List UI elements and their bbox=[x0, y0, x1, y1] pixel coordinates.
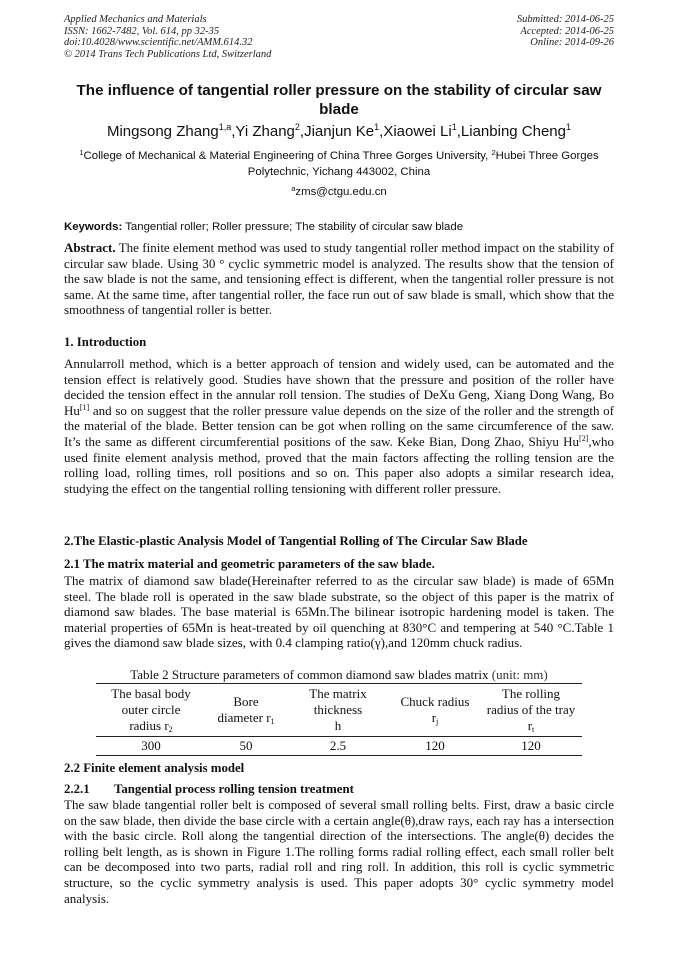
accepted-date: Accepted: 2014-06-25 bbox=[520, 25, 614, 37]
table-header-cell: Chuck radius $r_j$ bbox=[390, 684, 480, 737]
author-list bbox=[40, 122, 638, 142]
journal-copyright: © 2014 Trans Tech Publications Ltd, Switzerland bbox=[64, 48, 272, 60]
table-row bbox=[96, 737, 582, 756]
table-cell: 120 bbox=[480, 737, 582, 756]
section-heading-2: 2.The Elastic-plastic Analysis Model of Tangential Rolling of The Circular Saw Blade bbox=[64, 534, 528, 548]
journal-doi: doi:10.4028/www.scientific.net/AMM.614.32 bbox=[64, 37, 253, 49]
section-2-1-paragraph: The matrix of diamond saw blade(Hereinafter referred to as the circular saw blade) is made of 65Mn steel. The blade roll is operated in the saw blade substrate, so the object of this paper is the matrix of diamond saw blades. The base material is 65Mn.The bilinear isotropic hardening model is taken. The material properties of 65Mn is heat-treated by oil quenching at 830°C and tempering at 540 °C.Table 1 gives the diamond saw blade sizes, with 0.4 clamping ratio(γ),and 120mm chuck radius. bbox=[64, 573, 614, 651]
author: Lianbing Cheng$^1$ bbox=[460, 122, 572, 140]
journal-header bbox=[64, 14, 271, 60]
table-header-cell: The matrix thickness h bbox=[286, 684, 390, 737]
paper-title: The influence of tangential roller pressure on the stability of circular saw blade bbox=[76, 82, 602, 118]
table-cell: 300 bbox=[96, 737, 206, 756]
table-caption: Table 2 Structure parameters of common diamond saw blades matrix (unit: mm) bbox=[130, 667, 548, 682]
keywords-text: Tangential roller; Roller pressure; The stability of circular saw blade bbox=[125, 221, 464, 233]
table-header-cell: The basal body outer circle radius $r_2$ bbox=[96, 684, 206, 737]
table-cell: 120 bbox=[390, 737, 480, 756]
online-date: Online: 2014-09-26 bbox=[530, 37, 614, 49]
keywords bbox=[64, 220, 616, 235]
table-cell: 50 bbox=[206, 737, 286, 756]
table-cell: 2.5 bbox=[286, 737, 390, 756]
author-email[interactable]: $^a$zms@ctgu.edu.cn bbox=[291, 184, 387, 198]
abstract-text: The finite element method was used to study tangential roller method impact on the stability of circular saw blade. Using 30 ° cyclic symmetric model is analyzed. The results show that the tension of the saw blade is not the same, and tensioning effect is different, when the tangential roller pressure is not same. At the same time, after tangential roller, the face run out of saw blade is small, which show that the smoothness of tangential roller is better. bbox=[64, 240, 615, 318]
abstract bbox=[64, 240, 614, 318]
table-header-cell: Bore diameter $r_1$ bbox=[206, 684, 286, 737]
author: Yi Zhang$^2$, bbox=[235, 122, 305, 140]
abstract-label: Abstract. bbox=[64, 240, 116, 255]
parameters-table bbox=[96, 683, 582, 756]
subsection-heading-2-2: 2.2 Finite element analysis model bbox=[64, 761, 245, 775]
author: Jianjun Ke$^1$, bbox=[304, 122, 384, 140]
journal-issn: ISSN: 1662-7482, Vol. 614, pp 32-35 bbox=[64, 25, 220, 37]
subsection-heading-2-2-1: 2.2.1 Tangential process rolling tension treatment bbox=[64, 782, 354, 796]
table-header-row bbox=[96, 684, 582, 737]
author: Xiaowei Li$^1$, bbox=[383, 122, 461, 140]
section-2-2-1-paragraph: The saw blade tangential roller belt is composed of several small rolling belts. First, draw a basic circle on the saw blade, then divide the base circle with a certain angle(θ),draw rays, each ray has a intersection with the basic circle. Roll along the tangential direction of the intersections. The angle(θ) decides the rolling belt length, as is shown in Figure 1.The rolling forms radial rolling effect, each small roller belt can be decomposed into two parts, radial roll and ring roll. In addition, this roll is cyclic symmetric structure, so the cyclic symmetry analysis is used. This paper adopts 30° cyclic symmetry model analysis. bbox=[64, 797, 614, 906]
submitted-date: Submitted: 2014-06-25 bbox=[516, 14, 614, 25]
author: Mingsong Zhang$^{1,a}$, bbox=[106, 122, 236, 140]
journal-name: Applied Mechanics and Materials bbox=[64, 14, 207, 25]
citation-ref-1[interactable]: [1] bbox=[79, 402, 90, 412]
subsection-heading-2-1: 2.1 The matrix material and geometric parameters of the saw blade. bbox=[64, 557, 435, 571]
citation-ref-2[interactable]: [2] bbox=[579, 433, 589, 443]
keywords-label: Keywords: bbox=[64, 221, 123, 233]
introduction-paragraph: Annularroll method, which is a better approach of tension and widely used, can be automated and the tension effect is relatively good. Studies have shown that the pressure and position of the roller have decided the tension effect in the annular roll tension. The studies of DeXu Geng, Xiang Dong Wang, Bo Hu[1] and so on suggest that the roller pressure value depends on the size of the roller and the strength of the material of the blade. Better tension can be got when rolling on the same circumference of the saw. It’s the same as different circumferential positions of the saw. Keke Bian, Dong Zhao, Shiyu Hu[2],who used finite element analysis method, proved that the main factors affecting the rolling tension are the rolling load, rolling times, roll positions and so on. This paper also adopts a similar research idea, studying the effect on the tangential rolling tensioning with different roller pressure. bbox=[64, 356, 614, 496]
submission-dates bbox=[517, 14, 614, 49]
table-header-cell: The rolling radius of the tray $r_t$ bbox=[480, 684, 582, 737]
affiliations: $^1$College of Mechanical & Material Engineering of China Three Gorges University, $^2$Hubei Three Gorges Polytechnic, Yichang 443002, China bbox=[79, 148, 599, 178]
section-heading-introduction: 1. Introduction bbox=[64, 335, 147, 349]
